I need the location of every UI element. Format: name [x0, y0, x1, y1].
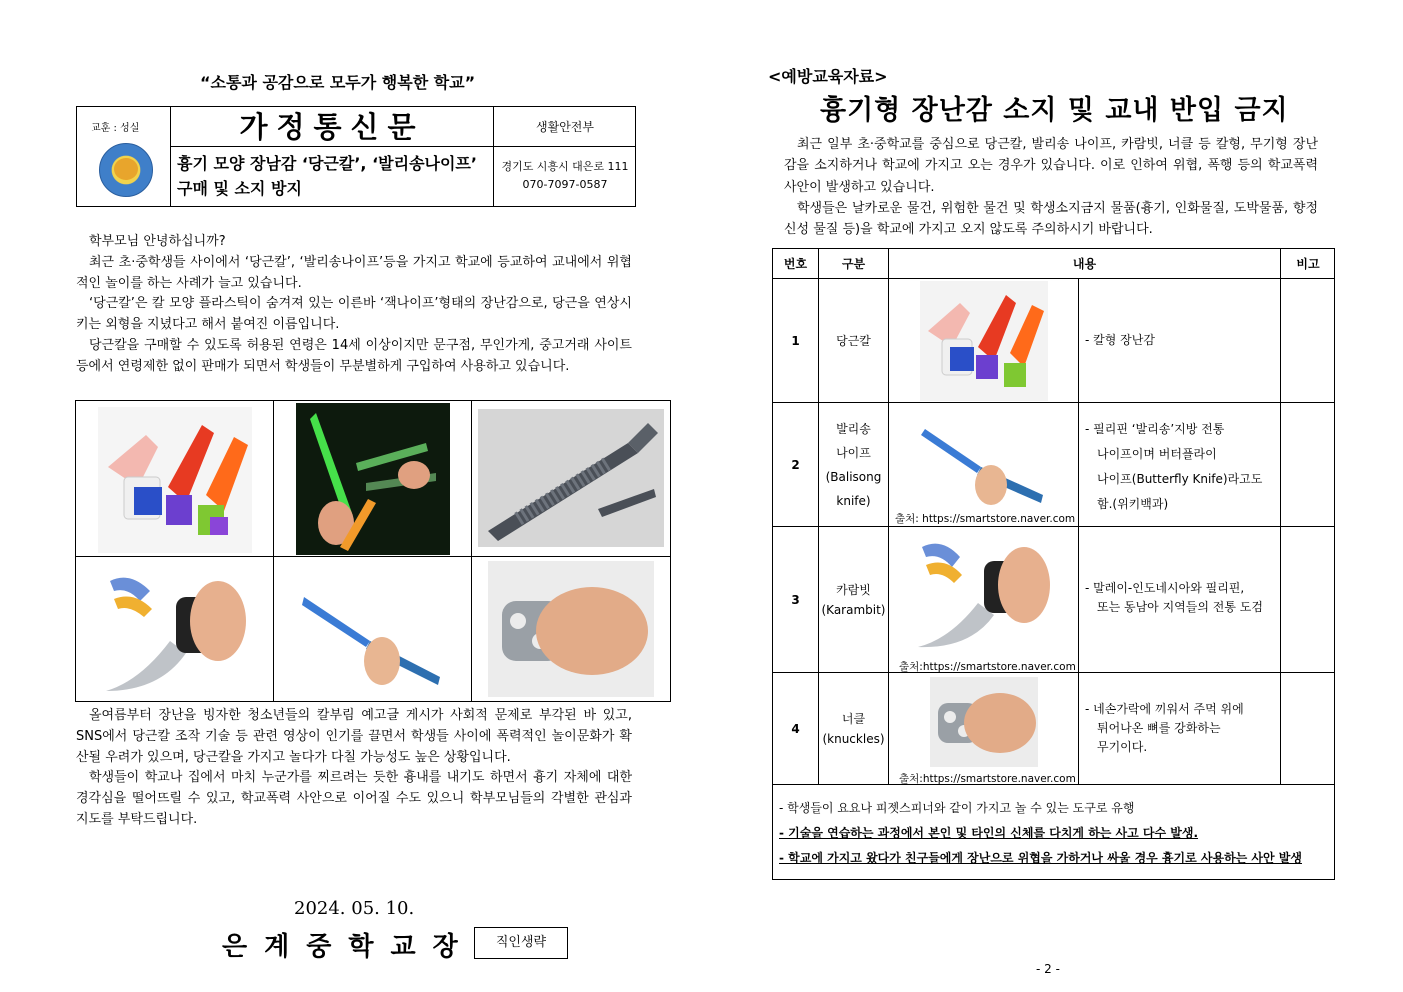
- row-note-cell: [1281, 527, 1335, 673]
- seal-omitted: 직인생략: [474, 927, 568, 959]
- paragraph: 올여름부터 장난을 빙자한 청소년들의 칼부림 예고글 게시가 사회적 문제로 부각된 바 있고, SNS에서 당근칼 조작 기술 등 관련 영상이 인기를 끌면서 학생들 사이에 폭력적인 놀이문화가 확산될 우려가 있으며, 당근칼을 가지고 놀다가 다칠 가능성도 높은 상황입니다.: [76, 708, 633, 765]
- letter-title: 가정통신문: [171, 107, 494, 147]
- paragraph: 학생들이 학교나 집에서 마치 누군가를 찌르려는 듯한 흉내를 내기도 하면서 흉기 자체에 대한 경각심을 떨어뜨릴 수 있고, 학교폭력 사안으로 이어질 수도 있으니 학부모님들의 각별한 관심과 지도를 부탁드립니다.: [76, 770, 632, 827]
- row-type: 발리송 나이프 (Balisong knife): [819, 403, 889, 527]
- school-address: 경기도 시흥시 대은로 111: [501, 160, 629, 173]
- paragraph: 학생들은 날카로운 물건, 위험한 물건 및 학생소지금지 물품(흉기, 인화물질, 도박물품, 향정신성 물질 등)을 학교에 가지고 오지 않도록 주의하시기 바랍니다.: [784, 200, 1318, 238]
- row-note-cell: [1281, 279, 1335, 403]
- knuckles-image: [488, 561, 654, 697]
- department: 생활안전부: [494, 107, 636, 147]
- paragraph: 학부모님 안녕하십니까?: [89, 234, 226, 249]
- col-header-type: 구분: [819, 249, 889, 279]
- photo-karambit: [76, 557, 274, 701]
- photo-carrot-knife: [76, 401, 274, 557]
- row-image-cell: [889, 279, 1079, 403]
- carrot-knife-image: [920, 281, 1048, 401]
- row-desc-cell: [1079, 279, 1281, 403]
- image-source: 출처:https://smartstore.naver.com: [899, 773, 1076, 785]
- balisong-image: [919, 423, 1049, 507]
- description-line: 나이프이며 버터플라이: [1097, 447, 1217, 461]
- col-header-note: 비고: [1281, 249, 1335, 279]
- row-type: 당근칼: [819, 279, 889, 403]
- letter-subject: 흉기 모양 장남감 ‘당근칼’, ‘발리송나이프’ 구매 및 소지 방지: [171, 147, 494, 207]
- principal-signature: 은계중학교장: [222, 932, 475, 962]
- karambit-image: [914, 529, 1054, 653]
- comb-balisong-image: [478, 409, 664, 547]
- knuckles-image: [930, 677, 1038, 767]
- description-line: 나이프(Butterfly Knife)라고도: [1097, 472, 1263, 486]
- row-description: [1085, 700, 1244, 757]
- school-contact: [494, 147, 636, 207]
- paragraph: 당근칼을 구매할 수 있도록 허용된 연령은 14세 이상이지만 문구점, 무인가게, 중고거래 사이트 등에서 연령제한 없이 판매가 되면서 학생들이 무분별하게 구입하여 사용하고 있습니다.: [76, 337, 632, 374]
- row-number: 1: [773, 279, 819, 403]
- paragraph: ‘당근칼’은 칼 모양 플라스틱이 숨겨져 있는 이른바 ‘잭나이프’형태의 장난감으로, 당근을 연상시키는 외형을 지녔다고 해서 붙여진 이름입니다.: [76, 296, 632, 333]
- photo-balisong-hand: [274, 557, 472, 701]
- school-logo-cell: [77, 107, 171, 207]
- letter-date: 2024. 05. 10.: [294, 898, 415, 919]
- description-line: - 필리핀 ‘발리송’지방 전통: [1085, 422, 1225, 436]
- note-line-emphasis: - 기술을 연습하는 과정에서 본인 및 타인의 신체를 다치게 하는 사고 다수 발생.: [779, 826, 1199, 840]
- paragraph: 최근 초·중학생들 사이에서 ‘당근칼’, ‘발리송나이프’등을 가지고 학교에 등교하여 교내에서 위협적인 놀이를 하는 사례가 늘고 있습니다.: [76, 254, 632, 291]
- school-phone: 070-7097-0587: [522, 178, 608, 191]
- school-motto-label: 교훈 : 성실: [91, 123, 140, 134]
- description-line: 또는 동남아 지역들의 전통 도검: [1097, 600, 1263, 614]
- col-header-content: 내용: [889, 249, 1281, 279]
- concern-text: [76, 706, 632, 831]
- row-image-cell: [889, 673, 1079, 785]
- row-image-cell: [889, 527, 1079, 673]
- row-note-cell: [1281, 673, 1335, 785]
- photo-comb-balisong: [472, 401, 670, 557]
- row-number: 2: [773, 403, 819, 527]
- karambit-image: [100, 561, 250, 697]
- row-note-cell: [1281, 403, 1335, 527]
- description-line: - 네손가락에 끼워서 주먹 위에: [1085, 702, 1244, 716]
- section-tag: <예방교육자료>: [768, 67, 888, 86]
- letter-header: [76, 106, 636, 207]
- note-line-emphasis: - 학교에 가지고 왔다가 친구들에게 장난으로 위협을 가하거나 싸울 경우 흉기로 사용하는 사안 발생: [779, 851, 1302, 865]
- description-line: 튀어나온 뼈를 강화하는: [1097, 721, 1221, 735]
- balisong-hand-image: [300, 577, 450, 693]
- row-image-cell: [889, 403, 1079, 527]
- prevention-text: [784, 134, 1318, 240]
- photo-grid: [75, 400, 671, 702]
- description-line: - 말레이-인도네시아와 필리핀,: [1085, 581, 1245, 595]
- image-source: 출처: https://smartstore.naver.com: [895, 513, 1076, 525]
- school-slogan: “소통과 공감으로 모두가 행복한 학교”: [200, 73, 476, 92]
- page-number: - 2 -: [1036, 962, 1060, 976]
- row-description: [1085, 579, 1263, 617]
- school-emblem-icon: [99, 143, 153, 197]
- row-description: [1085, 417, 1262, 517]
- intro-text: [76, 232, 632, 378]
- row-number: 3: [773, 527, 819, 673]
- row-type: 카람빗 (Karambit): [819, 527, 889, 673]
- description-line: 무기이다.: [1097, 740, 1148, 754]
- photo-knuckles: [472, 557, 670, 701]
- photo-glow-knife: [274, 401, 472, 557]
- row-type: 너클 (knuckles): [819, 673, 889, 785]
- note-line: - 학생들이 요요나 피젯스피너와 같이 가지고 놀 수 있는 도구로 유행: [779, 801, 1135, 815]
- col-header-no: 번호: [773, 249, 819, 279]
- image-source: 출처:https://smartstore.naver.com: [899, 661, 1076, 673]
- section-title: 흉기형 장난감 소지 및 교내 반입 금지: [820, 95, 1289, 126]
- glow-knife-image: [296, 403, 450, 555]
- paragraph: 최근 일부 초·중학교를 중심으로 당근칼, 발리송 나이프, 카람빗, 너클 등 칼형, 무기형 장난감을 소지하거나 학교에 가지고 오는 경우가 있습니다. 이로 인하여 위협, 폭행 등의 학교폭력 사안이 발생하고 있습니다.: [784, 137, 1318, 195]
- description-line: 함.(위키백과): [1097, 497, 1169, 511]
- weapon-toy-table: [772, 248, 1335, 880]
- row-number: 4: [773, 673, 819, 785]
- description-line: - 칼형 장난감: [1085, 333, 1155, 347]
- carrot-knife-image: [98, 407, 252, 553]
